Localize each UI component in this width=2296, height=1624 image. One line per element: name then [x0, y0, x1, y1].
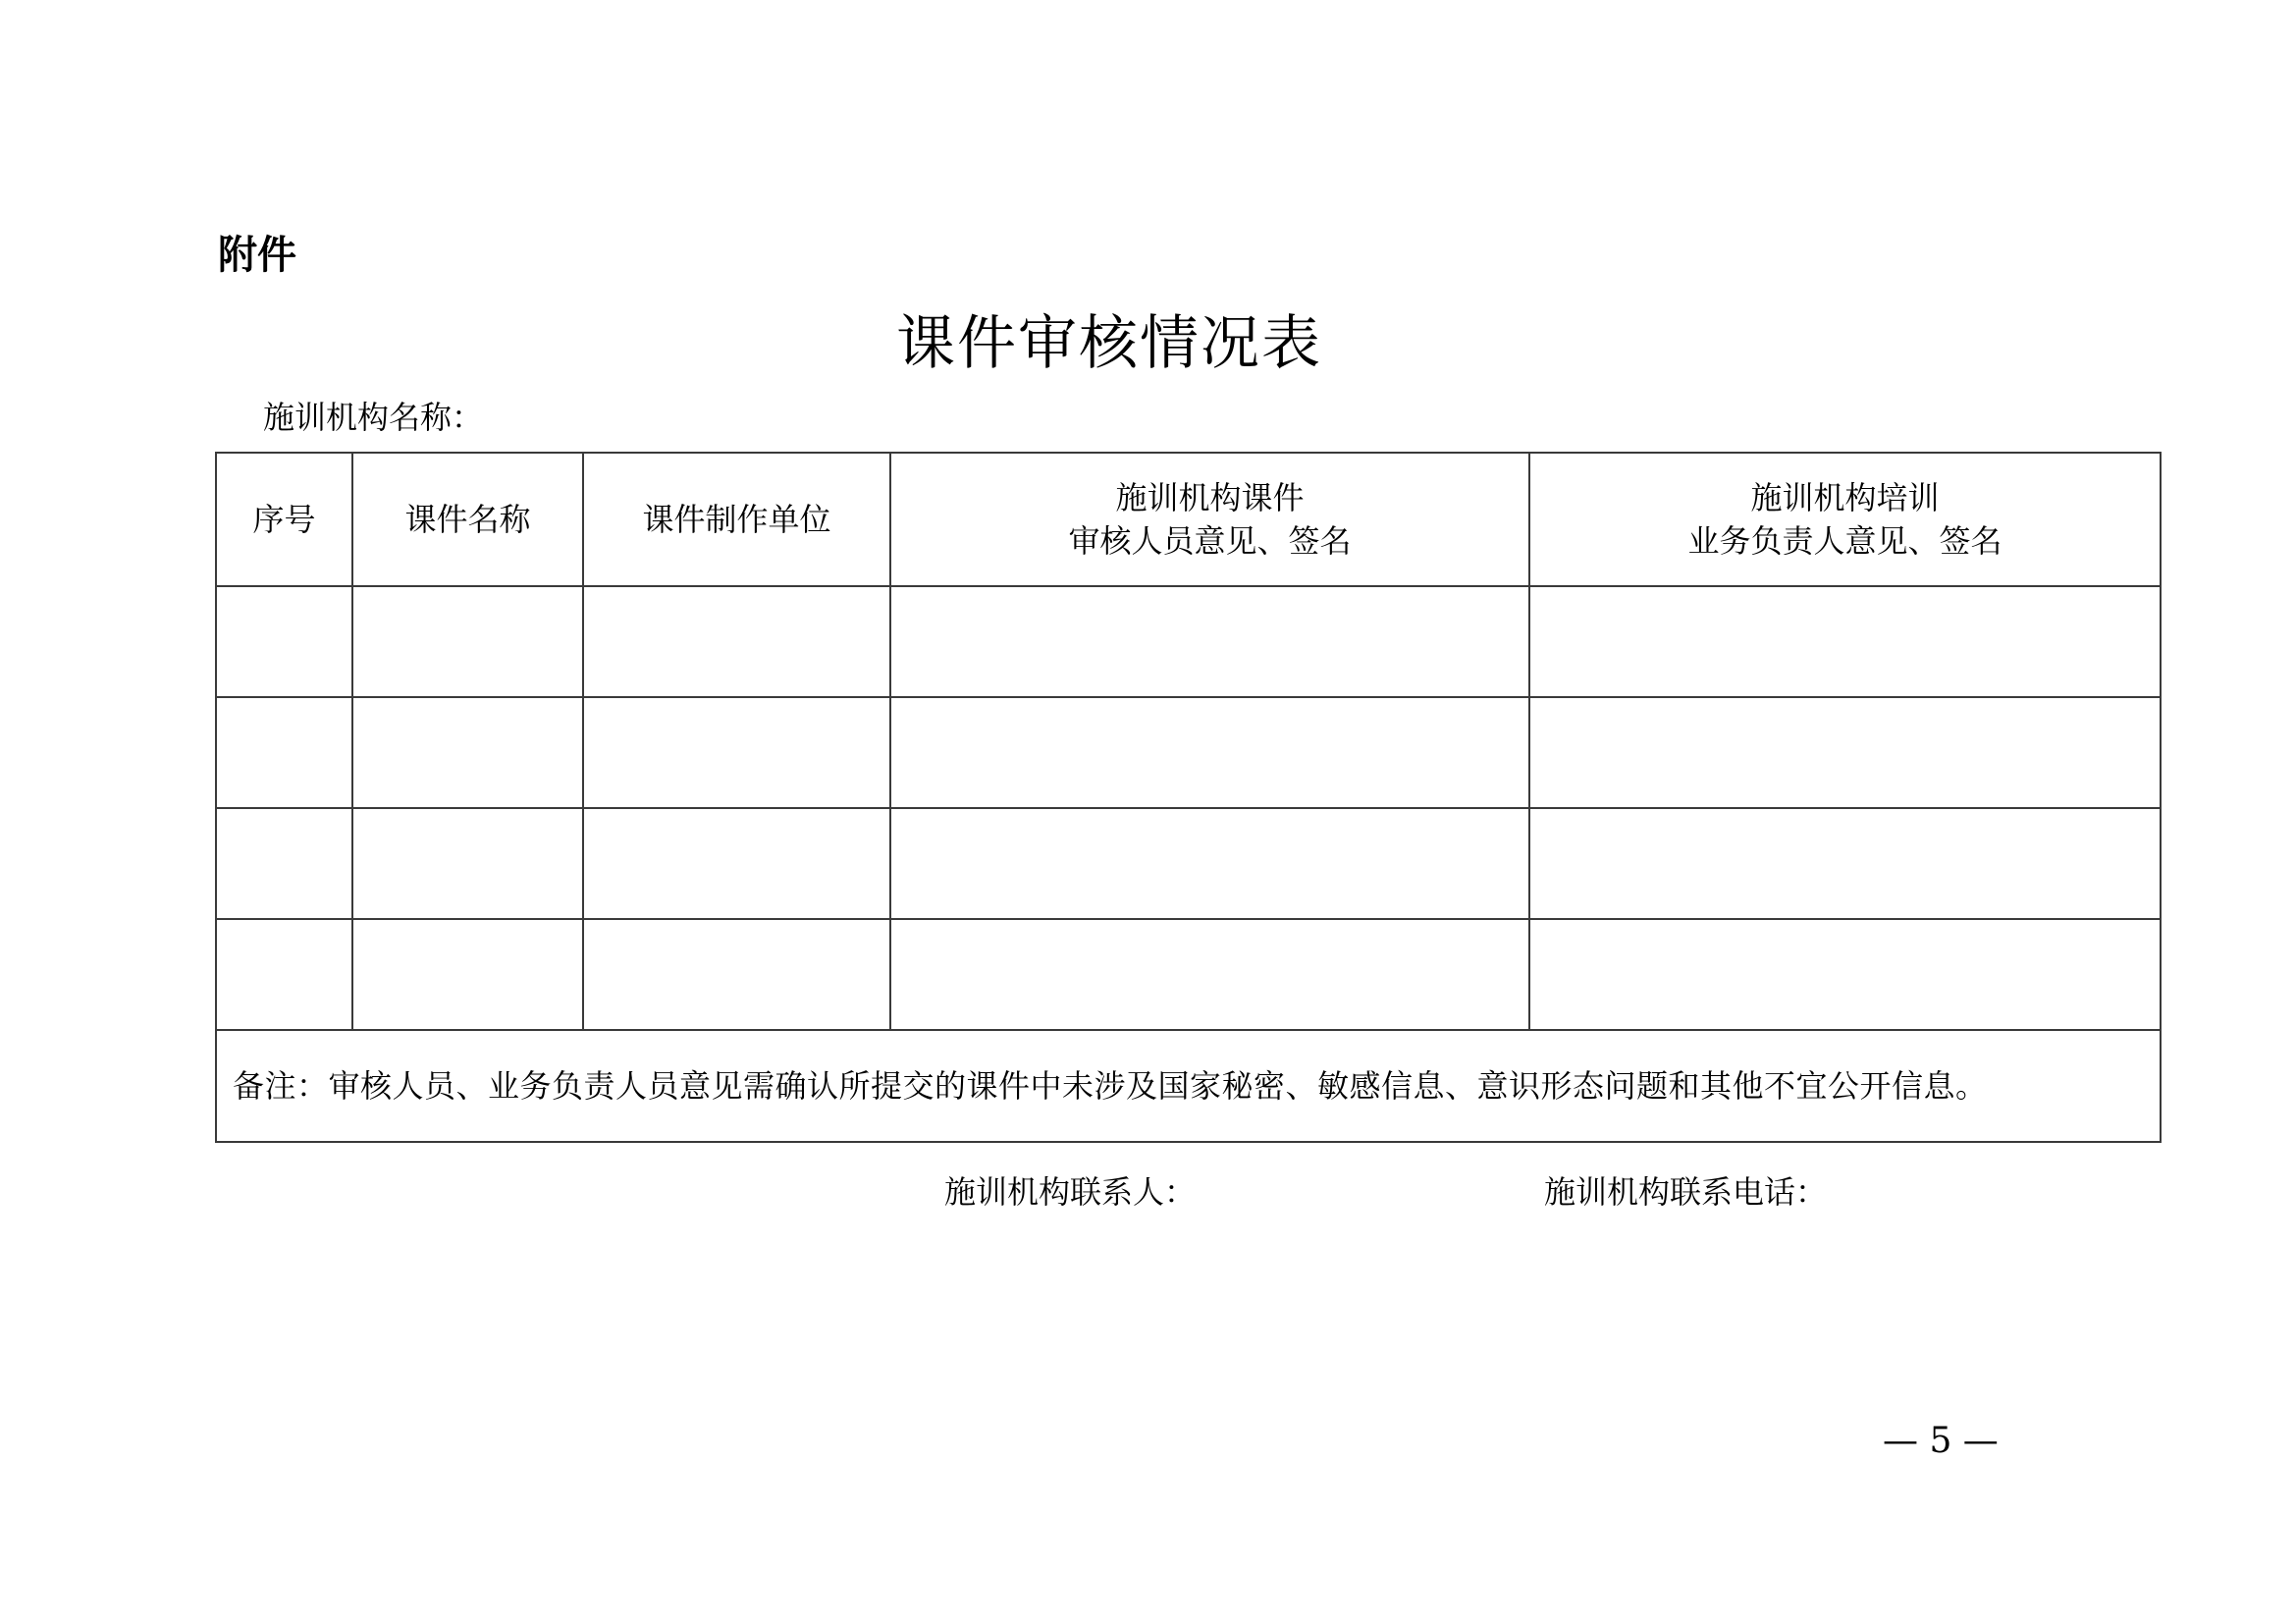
- table-cell[interactable]: [890, 808, 1529, 919]
- table-cell[interactable]: [583, 808, 890, 919]
- table-cell[interactable]: [583, 697, 890, 808]
- remark-text: 备注：审核人员、业务负责人员意见需确认所提交的课件中未涉及国家秘密、敏感信息、意识形态问题和其他不宜公开信息。: [216, 1030, 2161, 1142]
- table-cell[interactable]: [352, 808, 583, 919]
- table-cell[interactable]: [1529, 919, 2161, 1030]
- courseware-review-table: [215, 452, 2162, 1143]
- table-cell[interactable]: [583, 919, 890, 1030]
- table-cell[interactable]: [890, 919, 1529, 1030]
- table-cell[interactable]: [583, 586, 890, 697]
- table-row: [216, 808, 2161, 919]
- table-cell[interactable]: [216, 808, 352, 919]
- contact-person-label: 施训机构联系人：: [944, 1173, 1197, 1211]
- contact-phone-label: 施训机构联系电话：: [1544, 1173, 1828, 1211]
- table-cell[interactable]: [890, 697, 1529, 808]
- table-row: [216, 697, 2161, 808]
- table-cell[interactable]: [352, 697, 583, 808]
- table-cell[interactable]: [1529, 697, 2161, 808]
- remark-row: [216, 1030, 2161, 1142]
- table-cell[interactable]: [216, 697, 352, 808]
- header-reviewer-opinion: 施训机构课件 审核人员意见、签名: [890, 453, 1529, 586]
- header-production-unit: 课件制作单位: [583, 453, 890, 586]
- table-cell[interactable]: [352, 919, 583, 1030]
- header-serial-number: 序号: [216, 453, 352, 586]
- table-cell[interactable]: [1529, 808, 2161, 919]
- header-courseware-name: 课件名称: [352, 453, 583, 586]
- table-cell[interactable]: [352, 586, 583, 697]
- table-cell[interactable]: [1529, 586, 2161, 697]
- table-cell[interactable]: [890, 586, 1529, 697]
- table-header-row: [216, 453, 2161, 586]
- header-manager-opinion: 施训机构培训 业务负责人意见、签名: [1529, 453, 2161, 586]
- page-number: — 5 —: [1883, 1421, 1999, 1461]
- document-title: 课件审核情况表: [896, 309, 1322, 378]
- table-cell[interactable]: [216, 586, 352, 697]
- table-row: [216, 919, 2161, 1030]
- table-row: [216, 586, 2161, 697]
- table-cell[interactable]: [216, 919, 352, 1030]
- attachment-label: 附件: [218, 233, 296, 278]
- organization-name-label: 施训机构名称：: [263, 399, 484, 436]
